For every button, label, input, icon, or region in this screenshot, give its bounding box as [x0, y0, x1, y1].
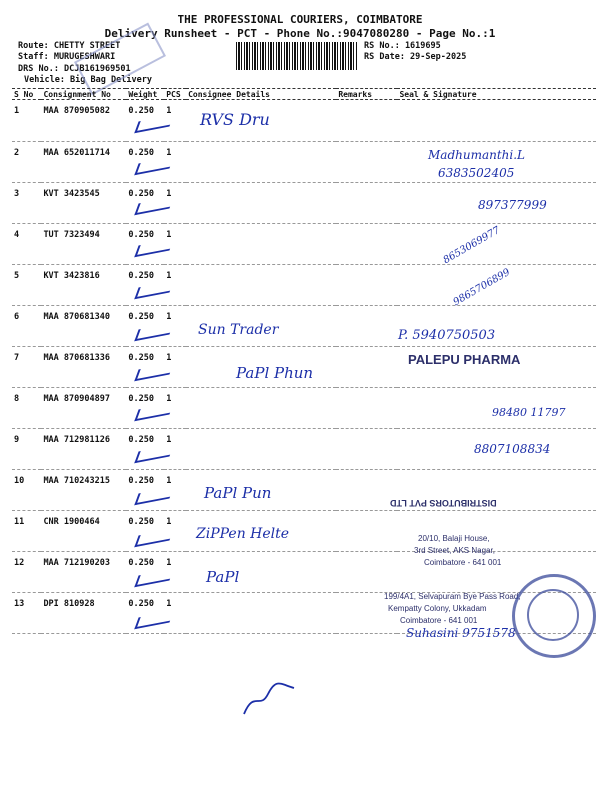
pcs-cell: 1: [164, 552, 186, 593]
route-label: Route: CHETTY STREET: [18, 41, 121, 51]
sno-cell: 9: [12, 429, 41, 470]
weight-cell: 0.250: [126, 347, 164, 388]
stamp-address-line: Coimbatore - 641 001: [400, 616, 478, 625]
handwritten-note: PaPl: [206, 568, 240, 586]
handwritten-note: P. 5940750503: [398, 328, 496, 343]
round-seal-stamp: [512, 574, 596, 658]
handwritten-note: 897377999: [478, 198, 547, 212]
consignment-cell: DPI 810928: [41, 593, 126, 634]
stamp-address-line: 20/10, Balaji House,: [418, 534, 490, 543]
col-remarks: Remarks: [336, 89, 397, 100]
pcs-cell: 1: [164, 593, 186, 634]
handwritten-note: 8653069977: [441, 224, 503, 267]
stamp-address-line: Kempatty Colony, Ukkadam: [388, 604, 487, 613]
weight-cell: 0.250: [126, 593, 164, 634]
weight-cell: 0.250: [126, 552, 164, 593]
weight-cell: 0.250: [126, 224, 164, 265]
handwritten-note: RVS Dru: [200, 110, 270, 129]
consignment-cell: MAA 652011714: [41, 142, 126, 183]
weight-cell: 0.250: [126, 100, 164, 142]
sno-cell: 13: [12, 593, 41, 634]
stamp-address-line: Coimbatore - 641 001: [424, 558, 502, 567]
consignment-cell: MAA 870905082: [41, 100, 126, 142]
sno-cell: 6: [12, 306, 41, 347]
rs-date: RS Date: 29-Sep-2025: [364, 52, 467, 62]
table-row: [12, 511, 596, 552]
drs-label: DRS No.: DCJB161969501: [18, 64, 131, 74]
sno-cell: 10: [12, 470, 41, 511]
barcode: [236, 42, 358, 70]
pcs-cell: 1: [164, 100, 186, 142]
table-header-row: [12, 89, 596, 100]
pcs-cell: 1: [164, 511, 186, 552]
staff-label: Staff: MURUGESHWARI: [18, 52, 116, 62]
weight-cell: 0.250: [126, 265, 164, 306]
handwritten-note: 8807108834: [474, 442, 551, 456]
pcs-cell: 1: [164, 265, 186, 306]
sno-cell: 3: [12, 183, 41, 224]
weight-cell: 0.250: [126, 470, 164, 511]
sno-cell: 11: [12, 511, 41, 552]
sno-cell: 2: [12, 142, 41, 183]
rs-number: RS No.: 1619695: [364, 41, 441, 51]
stamp-address-line: 199/4A1, Selvapuram Bye Pass Road,: [384, 592, 521, 601]
sno-cell: 1: [12, 100, 41, 142]
sno-cell: 5: [12, 265, 41, 306]
sno-cell: 4: [12, 224, 41, 265]
col-seal: Seal & Signature: [397, 89, 596, 100]
sno-cell: 8: [12, 388, 41, 429]
col-pcs: PCS: [164, 89, 186, 100]
handwritten-note: 98480 11797: [492, 406, 566, 419]
signature-scribble: [240, 680, 300, 720]
consignment-cell: MAA 712190203: [41, 552, 126, 593]
table-row: [12, 552, 596, 593]
weight-cell: 0.250: [126, 183, 164, 224]
weight-cell: 0.250: [126, 511, 164, 552]
table-row: [12, 224, 596, 265]
pcs-cell: 1: [164, 470, 186, 511]
handwritten-note: Suhasini 9751578: [406, 626, 516, 640]
weight-cell: 0.250: [126, 429, 164, 470]
pcs-cell: 1: [164, 429, 186, 470]
weight-cell: 0.250: [126, 142, 164, 183]
sno-cell: 12: [12, 552, 41, 593]
weight-cell: 0.250: [126, 306, 164, 347]
handwritten-note: ZiPPen Helte: [196, 526, 290, 542]
consignment-cell: MAA 870904897: [41, 388, 126, 429]
consignment-cell: TUT 7323494: [41, 224, 126, 265]
pcs-cell: 1: [164, 224, 186, 265]
consignment-cell: KVT 3423545: [41, 183, 126, 224]
runsheet-subtitle: Delivery Runsheet - PCT - Phone No.:9047080280 - Page No.:1: [104, 27, 496, 40]
consignment-cell: KVT 3423816: [41, 265, 126, 306]
pcs-cell: 1: [164, 306, 186, 347]
weight-cell: 0.250: [126, 388, 164, 429]
table-row: [12, 306, 596, 347]
consignment-cell: MAA 710243215: [41, 470, 126, 511]
handwritten-note: PaPl Pun: [204, 484, 272, 502]
col-sno: S No: [12, 89, 41, 100]
sno-cell: 7: [12, 347, 41, 388]
pcs-cell: 1: [164, 388, 186, 429]
pcs-cell: 1: [164, 142, 186, 183]
consignment-cell: CNR 1900464: [41, 511, 126, 552]
handwritten-note: Sun Trader: [198, 322, 279, 338]
handwritten-note: 9865706899: [451, 266, 513, 309]
col-consignment: Consignment No: [41, 89, 126, 100]
pcs-cell: 1: [164, 347, 186, 388]
table-row: [12, 100, 596, 142]
consignment-cell: MAA 870681336: [41, 347, 126, 388]
consignment-cell: MAA 870681340: [41, 306, 126, 347]
vehicle-label: Vehicle: Big Bag Delivery: [24, 75, 152, 85]
handwritten-note: Madhumanthi.L: [428, 148, 526, 162]
pcs-cell: 1: [164, 183, 186, 224]
company-title: THE PROFESSIONAL COURIERS, COIMBATORE: [177, 13, 423, 26]
consignment-cell: MAA 712981126: [41, 429, 126, 470]
stamp-address-line: 3rd Street, AKS Nagar,: [414, 546, 495, 555]
stamp-palepu: PALEPU PHARMA: [408, 352, 521, 367]
col-consignee: Consignee Details: [186, 89, 336, 100]
col-weight: Weight: [126, 89, 164, 100]
stamp-distributors: DISTRIBUTORS PVT LTD: [390, 498, 497, 508]
handwritten-note: 6383502405: [438, 166, 515, 180]
handwritten-note: PaPl Phun: [236, 364, 314, 382]
table-row: [12, 470, 596, 511]
